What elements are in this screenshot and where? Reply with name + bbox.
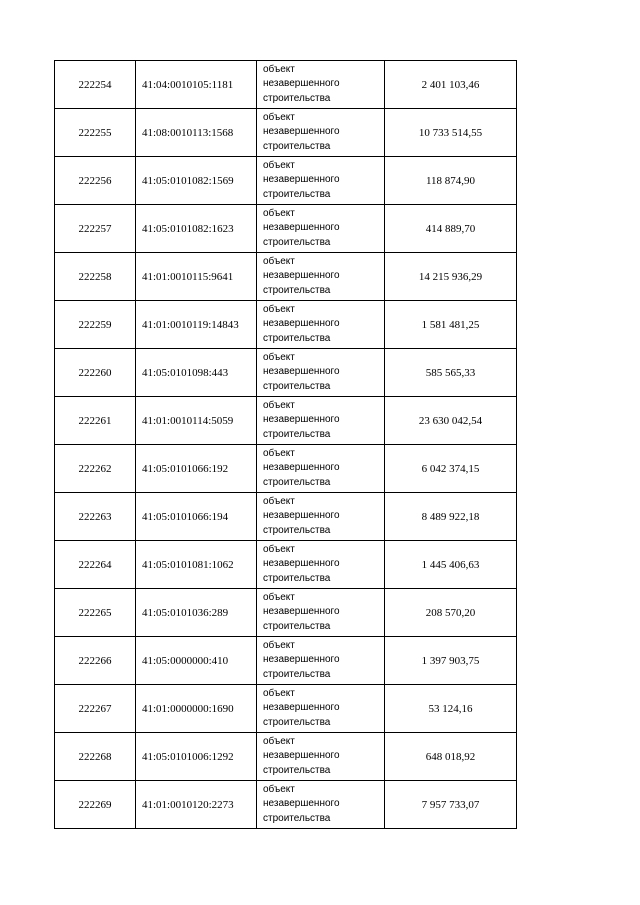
cadastral-value-cell: [385, 541, 517, 589]
cadastral-number-text: 41:01:0010114:5059: [142, 414, 234, 427]
cadastral-value-text: 118 874,90: [425, 174, 476, 187]
cadastral-number-text: 41:01:0000000:1690: [142, 702, 234, 715]
cadastral-value-cell: [385, 349, 517, 397]
record-number-text: 222257: [78, 222, 112, 235]
table-row: [55, 109, 517, 157]
record-number-text: 222256: [78, 174, 112, 187]
object-type-text: объект незавершенного строительства: [263, 351, 340, 392]
object-type-text: объект незавершенного строительства: [263, 111, 340, 152]
cadastral-number-text: 41:05:0101098:443: [142, 366, 229, 379]
table-row: [55, 685, 517, 733]
cadastral-number-cell: [136, 157, 257, 205]
table-body: [55, 61, 517, 829]
cadastral-value-text: 1 581 481,25: [421, 318, 480, 331]
object-type-text: объект незавершенного строительства: [263, 783, 340, 824]
record-number-text: 222267: [78, 702, 112, 715]
table-row: [55, 589, 517, 637]
cadastral-number-cell: [136, 109, 257, 157]
object-type-cell: [257, 109, 385, 157]
record-number-cell: [55, 781, 136, 829]
cadastral-value-cell: [385, 253, 517, 301]
object-type-text: объект незавершенного строительства: [263, 543, 340, 584]
table-row: [55, 733, 517, 781]
cadastral-value-cell: [385, 397, 517, 445]
cadastral-number-text: 41:05:0000000:410: [142, 654, 229, 667]
record-number-cell: [55, 445, 136, 493]
record-number-text: 222265: [78, 606, 112, 619]
cadastral-number-cell: [136, 397, 257, 445]
cadastral-number-text: 41:01:0010119:14843: [142, 318, 239, 331]
cadastral-value-text: 414 889,70: [425, 222, 476, 235]
cadastral-value-text: 7 957 733,07: [421, 798, 480, 811]
record-number-text: 222269: [78, 798, 112, 811]
record-number-cell: [55, 301, 136, 349]
record-number-text: 222268: [78, 750, 112, 763]
object-type-text: объект незавершенного строительства: [263, 399, 340, 440]
table-row: [55, 205, 517, 253]
cadastral-number-cell: [136, 445, 257, 493]
record-number-text: 222266: [78, 654, 112, 667]
object-type-cell: [257, 589, 385, 637]
record-number-cell: [55, 685, 136, 733]
record-number-cell: [55, 397, 136, 445]
cadastral-value-cell: [385, 301, 517, 349]
object-type-text: объект незавершенного строительства: [263, 159, 340, 200]
object-type-text: объект незавершенного строительства: [263, 687, 340, 728]
cadastral-number-cell: [136, 61, 257, 109]
cadastral-value-cell: [385, 445, 517, 493]
cadastral-number-text: 41:05:0101066:192: [142, 462, 229, 475]
table-row: [55, 397, 517, 445]
record-number-cell: [55, 157, 136, 205]
record-number-text: 222264: [78, 558, 112, 571]
cadastral-value-text: 53 124,16: [428, 702, 473, 715]
record-number-cell: [55, 637, 136, 685]
object-type-text: объект незавершенного строительства: [263, 207, 340, 248]
cadastral-value-cell: [385, 685, 517, 733]
cadastral-number-text: 41:04:0010105:1181: [142, 78, 234, 91]
cadastral-value-cell: [385, 637, 517, 685]
record-number-text: 222254: [78, 78, 112, 91]
cadastral-value-cell: [385, 61, 517, 109]
cadastral-value-text: 6 042 374,15: [421, 462, 480, 475]
table-row: [55, 253, 517, 301]
cadastral-number-cell: [136, 205, 257, 253]
object-type-cell: [257, 493, 385, 541]
record-number-cell: [55, 349, 136, 397]
cadastral-value-cell: [385, 781, 517, 829]
record-number-cell: [55, 61, 136, 109]
table-row: [55, 61, 517, 109]
cadastral-number-text: 41:05:0101082:1623: [142, 222, 234, 235]
object-type-cell: [257, 61, 385, 109]
object-type-text: объект незавершенного строительства: [263, 63, 340, 104]
cadastral-number-text: 41:05:0101082:1569: [142, 174, 234, 187]
cadastral-value-text: 23 630 042,54: [418, 414, 483, 427]
record-number-text: 222262: [78, 462, 112, 475]
cadastral-value-text: 208 570,20: [425, 606, 476, 619]
cadastral-number-cell: [136, 637, 257, 685]
cadastral-number-cell: [136, 253, 257, 301]
record-number-text: 222260: [78, 366, 112, 379]
table-row: [55, 541, 517, 589]
object-type-cell: [257, 781, 385, 829]
table-row: [55, 445, 517, 493]
object-type-cell: [257, 445, 385, 493]
cadastral-value-text: 1 445 406,63: [421, 558, 480, 571]
cadastral-number-text: 41:05:0101081:1062: [142, 558, 234, 571]
record-number-text: 222259: [78, 318, 112, 331]
record-number-cell: [55, 493, 136, 541]
cadastral-value-cell: [385, 493, 517, 541]
cadastral-number-text: 41:05:0101066:194: [142, 510, 229, 523]
cadastral-number-text: 41:08:0010113:1568: [142, 126, 234, 139]
table-row: [55, 349, 517, 397]
object-type-cell: [257, 397, 385, 445]
object-type-cell: [257, 733, 385, 781]
record-number-cell: [55, 589, 136, 637]
cadastral-number-text: 41:05:0101006:1292: [142, 750, 234, 763]
cadastral-value-text: 648 018,92: [425, 750, 476, 763]
object-type-cell: [257, 685, 385, 733]
cadastral-number-cell: [136, 781, 257, 829]
cadastral-value-cell: [385, 157, 517, 205]
cadastral-value-text: 585 565,33: [425, 366, 476, 379]
record-number-cell: [55, 253, 136, 301]
cadastral-number-cell: [136, 301, 257, 349]
record-number-text: 222258: [78, 270, 112, 283]
object-type-text: объект незавершенного строительства: [263, 495, 340, 536]
record-number-text: 222261: [78, 414, 112, 427]
table-row: [55, 781, 517, 829]
object-type-text: объект незавершенного строительства: [263, 639, 340, 680]
record-number-text: 222255: [78, 126, 112, 139]
cadastral-value-text: 10 733 514,55: [418, 126, 483, 139]
table-row: [55, 301, 517, 349]
record-number-cell: [55, 541, 136, 589]
property-table: [54, 60, 517, 829]
object-type-cell: [257, 541, 385, 589]
object-type-cell: [257, 205, 385, 253]
record-number-text: 222263: [78, 510, 112, 523]
cadastral-number-cell: [136, 685, 257, 733]
object-type-text: объект незавершенного строительства: [263, 447, 340, 488]
record-number-cell: [55, 205, 136, 253]
table-row: [55, 493, 517, 541]
cadastral-value-text: 8 489 922,18: [421, 510, 480, 523]
cadastral-number-text: 41:01:0010120:2273: [142, 798, 234, 811]
object-type-cell: [257, 157, 385, 205]
cadastral-value-cell: [385, 589, 517, 637]
cadastral-value-text: 2 401 103,46: [421, 78, 480, 91]
cadastral-number-cell: [136, 493, 257, 541]
cadastral-number-cell: [136, 541, 257, 589]
object-type-text: объект незавершенного строительства: [263, 255, 340, 296]
cadastral-value-text: 14 215 936,29: [418, 270, 483, 283]
table-row: [55, 157, 517, 205]
cadastral-number-text: 41:01:0010115:9641: [142, 270, 234, 283]
object-type-cell: [257, 349, 385, 397]
cadastral-number-cell: [136, 733, 257, 781]
table-row: [55, 637, 517, 685]
object-type-cell: [257, 637, 385, 685]
object-type-text: объект незавершенного строительства: [263, 591, 340, 632]
cadastral-number-cell: [136, 589, 257, 637]
cadastral-value-cell: [385, 205, 517, 253]
record-number-cell: [55, 109, 136, 157]
record-number-cell: [55, 733, 136, 781]
cadastral-number-text: 41:05:0101036:289: [142, 606, 229, 619]
object-type-text: объект незавершенного строительства: [263, 735, 340, 776]
cadastral-number-cell: [136, 349, 257, 397]
object-type-cell: [257, 253, 385, 301]
cadastral-value-text: 1 397 903,75: [421, 654, 480, 667]
object-type-text: объект незавершенного строительства: [263, 303, 340, 344]
cadastral-value-cell: [385, 733, 517, 781]
object-type-cell: [257, 301, 385, 349]
cadastral-value-cell: [385, 109, 517, 157]
